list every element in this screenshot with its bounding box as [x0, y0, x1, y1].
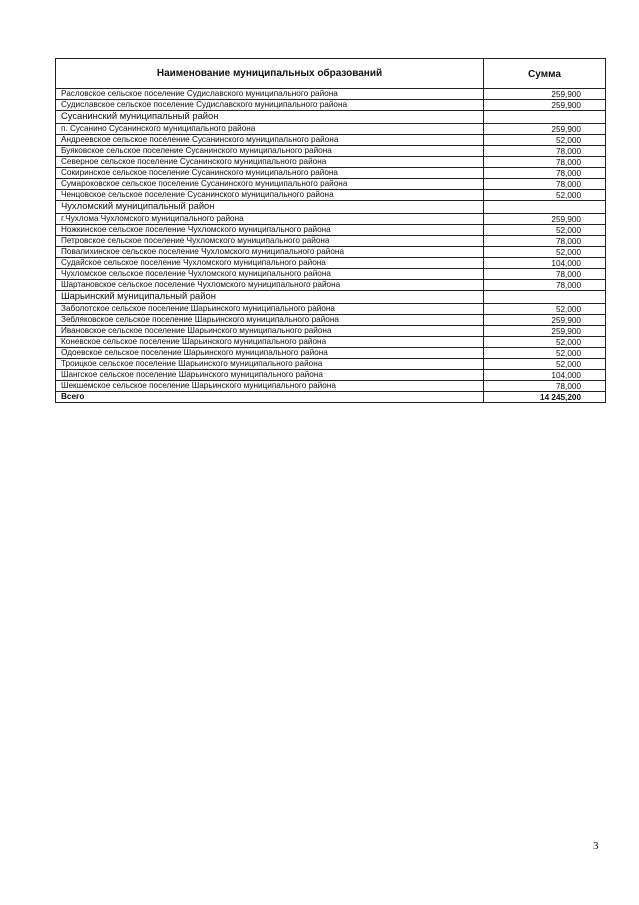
municipality-name: Заболотское сельское поселение Шарьинского муниципального района — [56, 304, 484, 315]
district-heading-row — [56, 111, 606, 124]
municipality-name: Петровское сельское поселение Чухломского муниципального района — [56, 236, 484, 247]
municipality-name: Андреевское сельское поселение Сусанинского муниципального района — [56, 135, 484, 146]
sum-value — [484, 201, 606, 214]
table-body — [56, 89, 606, 392]
table-row — [56, 359, 606, 370]
table-row — [56, 315, 606, 326]
sum-value: 78,000 — [484, 179, 606, 190]
municipality-name: Шартановское сельское поселение Чухломского муниципального района — [56, 280, 484, 291]
sum-value: 52,000 — [484, 247, 606, 258]
table-row — [56, 157, 606, 168]
sum-value: 52,000 — [484, 190, 606, 201]
table-row — [56, 326, 606, 337]
sum-value: 78,000 — [484, 280, 606, 291]
table-row — [56, 348, 606, 359]
table-row — [56, 214, 606, 225]
municipality-name: г.Чухлома Чухломского муниципального района — [56, 214, 484, 225]
table-row — [56, 124, 606, 135]
sum-value: 104,000 — [484, 370, 606, 381]
municipality-name: Судиславское сельское поселение Судиславского муниципального района — [56, 100, 484, 111]
sum-value: 259,900 — [484, 214, 606, 225]
table-row — [56, 236, 606, 247]
municipality-name: Чухломское сельское поселение Чухломского муниципального района — [56, 269, 484, 280]
table-row — [56, 381, 606, 392]
district-name: Сусанинский муниципальный район — [56, 111, 484, 124]
municipality-name: Троицкое сельское поселение Шарьинского муниципального района — [56, 359, 484, 370]
table-row — [56, 89, 606, 100]
sum-value: 52,000 — [484, 225, 606, 236]
table-row — [56, 370, 606, 381]
district-name: Чухломский муниципальный район — [56, 201, 484, 214]
table-row — [56, 179, 606, 190]
sum-value: 78,000 — [484, 146, 606, 157]
municipality-name: Расловское сельское поселение Судиславского муниципального района — [56, 89, 484, 100]
sum-value: 259,900 — [484, 124, 606, 135]
sum-value: 259,900 — [484, 315, 606, 326]
sum-value: 259,900 — [484, 89, 606, 100]
municipality-name: Северное сельское поселение Сусанинского муниципального района — [56, 157, 484, 168]
municipality-name: Сокиринское сельское поселение Сусанинского муниципального района — [56, 168, 484, 179]
sum-value: 52,000 — [484, 304, 606, 315]
sum-value: 78,000 — [484, 236, 606, 247]
table-row — [56, 190, 606, 201]
sum-value: 52,000 — [484, 337, 606, 348]
table-row — [56, 100, 606, 111]
table-row — [56, 337, 606, 348]
table-row — [56, 225, 606, 236]
municipality-name: Коневское сельское поселение Шарьинского муниципального района — [56, 337, 484, 348]
district-heading-row — [56, 201, 606, 214]
municipality-name: Зебляковское сельское поселение Шарьинского муниципального района — [56, 315, 484, 326]
table-row — [56, 168, 606, 179]
table-header-row — [56, 59, 606, 89]
sum-value — [484, 291, 606, 304]
municipality-name: Буяковское сельское поселение Сусанинского муниципального района — [56, 146, 484, 157]
municipality-name: Шангское сельское поселение Шарьинского муниципального района — [56, 370, 484, 381]
sum-value: 78,000 — [484, 168, 606, 179]
sum-value: 259,900 — [484, 100, 606, 111]
sum-value: 52,000 — [484, 135, 606, 146]
table-row — [56, 269, 606, 280]
municipality-name: Сумароковское сельское поселение Сусанинского муниципального района — [56, 179, 484, 190]
table-row — [56, 280, 606, 291]
sum-value: 52,000 — [484, 359, 606, 370]
table-row — [56, 146, 606, 157]
table-row — [56, 135, 606, 146]
sum-value: 78,000 — [484, 381, 606, 392]
table-row — [56, 258, 606, 269]
table-row — [56, 304, 606, 315]
municipality-name: Ивановское сельское поселение Шарьинского муниципального района — [56, 326, 484, 337]
total-row — [56, 392, 606, 403]
district-heading-row — [56, 291, 606, 304]
sum-value — [484, 111, 606, 124]
municipality-name: Ножкинское сельское поселение Чухломского муниципального района — [56, 225, 484, 236]
total-label: Всего — [56, 392, 484, 403]
municipality-name: Шекшемское сельское поселение Шарьинского муниципального района — [56, 381, 484, 392]
sum-value: 78,000 — [484, 269, 606, 280]
page-number: 3 — [593, 840, 599, 852]
sum-value: 259,900 — [484, 326, 606, 337]
municipality-name: Ченцовское сельское поселение Сусанинского муниципального района — [56, 190, 484, 201]
municipality-name: Судайское сельское поселение Чухломского муниципального района — [56, 258, 484, 269]
table-row — [56, 247, 606, 258]
municipality-name: п. Сусанино Сусанинского муниципального района — [56, 124, 484, 135]
municipality-name: Одоевское сельское поселение Шарьинского муниципального района — [56, 348, 484, 359]
allocation-table — [55, 58, 606, 403]
sum-column-header: Сумма — [484, 59, 606, 89]
district-name: Шарьинский муниципальный район — [56, 291, 484, 304]
sum-value: 78,000 — [484, 157, 606, 168]
name-column-header: Наименование муниципальных образований — [56, 59, 484, 89]
municipality-name: Повалихинское сельское поселение Чухломского муниципального района — [56, 247, 484, 258]
sum-value: 52,000 — [484, 348, 606, 359]
total-value: 14 245,200 — [484, 392, 606, 403]
sum-value: 104,000 — [484, 258, 606, 269]
